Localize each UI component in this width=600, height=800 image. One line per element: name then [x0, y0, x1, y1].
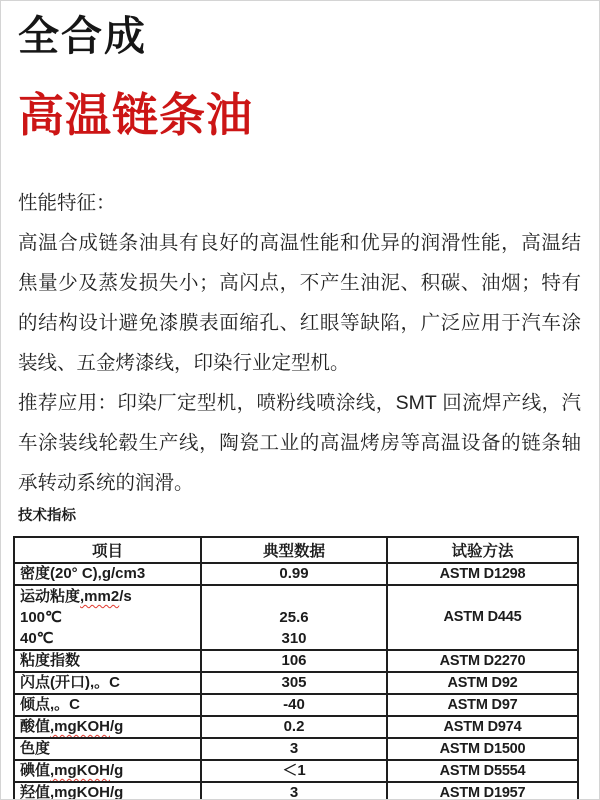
spec-value-cell [202, 651, 388, 671]
spec-method-cell [388, 739, 577, 759]
spec-item-text: 碘值,mgKOH/g [20, 762, 124, 779]
spec-value-text: 0.2 [283, 718, 305, 735]
spec-item-text: 酸值,mgKOH/g [20, 718, 124, 735]
spec-method-cell [388, 586, 577, 649]
col-header-item-label: 项目 [91, 543, 123, 560]
spec-value-cell [202, 761, 388, 781]
spec-item-cell [15, 783, 202, 800]
spec-item-cell [15, 673, 202, 693]
spec-value-text: 106 [281, 652, 307, 669]
product-series-title: 全合成 [18, 13, 147, 59]
spec-value-text: 310 [281, 630, 307, 647]
spec-value-text: 3 [289, 784, 299, 800]
col-header-test-method-label: 试验方法 [451, 543, 514, 560]
spellcheck-underline: ,mgKOH [50, 784, 111, 800]
spec-value-cell [202, 739, 388, 759]
spec-value-text: 305 [281, 674, 307, 691]
spec-table [13, 536, 579, 800]
spec-item-text: 色度 [20, 740, 51, 757]
col-header-typical-data [202, 538, 388, 562]
spec-value-text [207, 586, 381, 607]
product-name-title: 高温链条油 [18, 89, 253, 141]
spec-table-caption: 技术指标 [18, 508, 76, 524]
spec-item-cell [15, 761, 202, 781]
spec-item-cell [15, 717, 202, 737]
spec-method-text: ASTM D445 [443, 609, 522, 625]
spec-item-cell [15, 651, 202, 671]
table-row [15, 695, 577, 717]
spec-method-text: ASTM D92 [447, 675, 518, 691]
spec-item-text: 密度(20° C),g/cm3 [20, 565, 146, 582]
spec-item-cell [15, 586, 202, 649]
spec-method-text: ASTM D5554 [439, 763, 526, 779]
applications-paragraph: 推荐应用：印染厂定型机，喷粉线喷涂线，SMT 回流焊产线，汽车涂装线轮毂生产线，陶瓷工业的高温烤房等高温设备的链条轴承转动系统的润滑。 [18, 392, 581, 494]
spec-item-cell [15, 695, 202, 715]
spec-value-text: 0.99 [279, 565, 309, 582]
table-row [15, 564, 577, 586]
spec-method-text: ASTM D974 [443, 719, 522, 735]
table-row [15, 586, 577, 651]
spec-value-cell [202, 673, 388, 693]
spec-value-text: ＜1 [282, 762, 306, 779]
spec-method-text: ASTM D2270 [439, 653, 526, 669]
spec-value-cell [202, 564, 388, 584]
spellcheck-underline: ,mgKOH [50, 762, 111, 779]
spec-item-cell [15, 564, 202, 584]
spec-value-cell [202, 717, 388, 737]
spec-item-text: 粘度指数 [20, 652, 81, 669]
spec-table-rows [15, 564, 577, 800]
spec-method-text: ASTM D1298 [439, 566, 526, 582]
spec-method-cell [388, 564, 577, 584]
spec-method-text: ASTM D97 [447, 697, 518, 713]
table-row [15, 783, 577, 800]
table-row [15, 739, 577, 761]
table-row [15, 651, 577, 673]
spec-method-cell [388, 783, 577, 800]
spec-item-text: 40℃ [20, 630, 54, 647]
spec-item-text: 100℃ [20, 609, 62, 626]
spec-value-text: -40 [283, 696, 305, 713]
spellcheck-underline: ,mgKOH [50, 718, 111, 735]
features-heading: 性能特征： [18, 192, 116, 214]
spellcheck-underline: ,mm2 [80, 588, 120, 605]
spec-method-cell [388, 695, 577, 715]
col-header-typical-data-label: 典型数据 [262, 543, 325, 560]
col-header-test-method [388, 538, 577, 562]
features-paragraph: 高温合成链条油具有良好的高温性能和优异的润滑性能，高温结焦量少及蒸发损失小；高闪点，不产生油泥、积碳、油烟；特有的结构设计避免漆膜表面缩孔、红眼等缺陷，广泛应用于汽车涂装线、五金烤漆线，印染行业定型机。 [18, 232, 581, 374]
spec-item-text: 羟值,mgKOH/g [20, 784, 124, 800]
table-header-row [15, 538, 577, 564]
spec-item-cell [15, 739, 202, 759]
spec-value-cell [202, 586, 388, 649]
spec-value-text: 3 [289, 740, 299, 757]
table-row [15, 761, 577, 783]
spec-item-text: 倾点,。C [20, 696, 81, 713]
spec-method-text: ASTM D1957 [439, 785, 526, 800]
spec-value-cell [202, 695, 388, 715]
table-row [15, 717, 577, 739]
spec-method-text: ASTM D1500 [439, 741, 526, 757]
spec-method-cell [388, 673, 577, 693]
spec-value-cell [202, 783, 388, 800]
table-row [15, 673, 577, 695]
col-header-item [15, 538, 202, 562]
spec-method-cell [388, 717, 577, 737]
spec-method-cell [388, 651, 577, 671]
spec-item-text: 闪点(开口),。C [20, 674, 120, 691]
spec-value-text: 25.6 [279, 609, 309, 626]
spec-method-cell [388, 761, 577, 781]
spec-item-text: 运动粘度,mm2/s [20, 588, 132, 605]
